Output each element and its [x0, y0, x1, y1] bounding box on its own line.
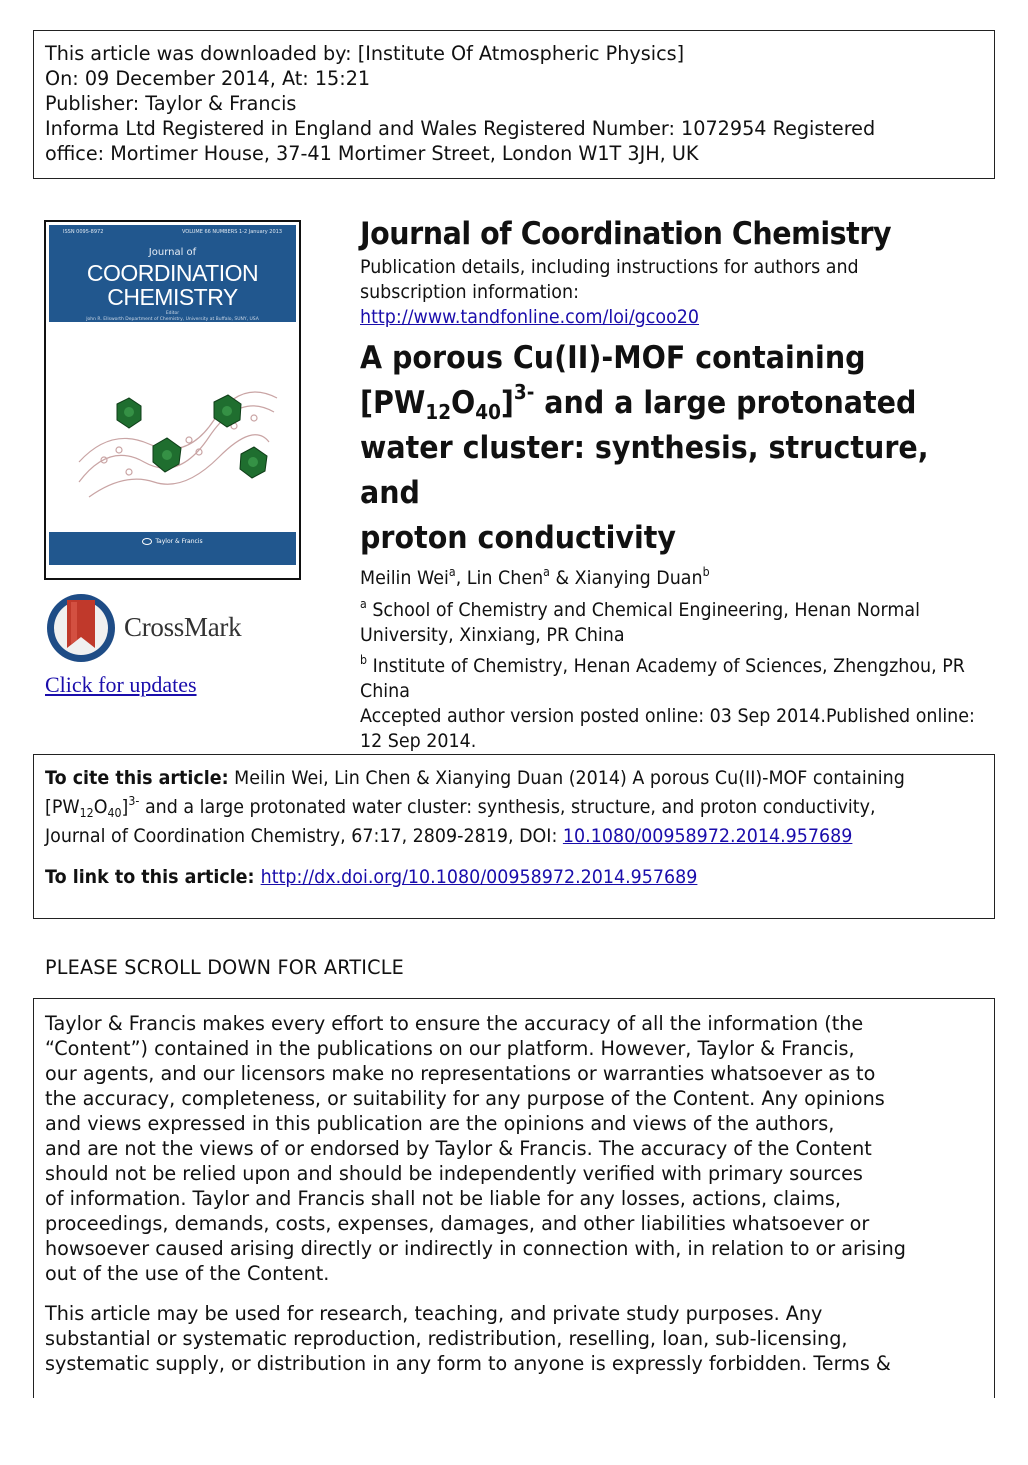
- molecular-structure-illustration: [49, 322, 300, 532]
- disclaimer-line: substantial or systematic reproduction, redistribution, reselling, loan, sub-licensing,: [45, 1327, 848, 1350]
- disclaimer-line: and are not the views of or endorsed by Taylor & Francis. The accuracy of the Content: [45, 1137, 872, 1160]
- cover-issn: ISSN 0095-8972: [63, 229, 104, 235]
- crossmark-icon: [44, 590, 120, 666]
- crossmark-badge[interactable]: [44, 590, 264, 670]
- click-for-updates-link[interactable]: Click for updates: [45, 672, 197, 697]
- article-info: [360, 213, 990, 754]
- cite-formula-subscript: 12: [79, 806, 94, 820]
- cite-formula-pw: [PW: [45, 796, 80, 818]
- formula-subscript: 12: [425, 400, 452, 424]
- formula-charge: 3-: [513, 380, 535, 404]
- download-notice-line: This article was downloaded by: [Institute Of Atmospheric Physics]: [45, 42, 685, 65]
- formula-pw: [PW: [360, 385, 426, 421]
- affiliation-mark: b: [360, 653, 368, 667]
- download-notice-line: Informa Ltd Registered in England and Wales Registered Number: 1072954 Registered: [45, 117, 876, 140]
- link-to-article: [45, 863, 983, 892]
- disclaimer-line: out of the use of the Content.: [45, 1262, 330, 1285]
- disclaimer-line: of information. Taylor and Francis shall not be liable for any losses, actions, claims,: [45, 1187, 841, 1210]
- article-title: [360, 336, 995, 561]
- cite-text: Meilin Wei, Lin Chen & Xianying Duan (2014) A porous Cu(II)-MOF containing: [228, 767, 905, 789]
- cover-header: [49, 229, 296, 235]
- download-notice-line: office: Mortimer House, 37-41 Mortimer Street, London W1T 3JH, UK: [45, 142, 699, 165]
- publisher-logo-icon: [142, 538, 152, 545]
- download-notice-line: Publisher: Taylor & Francis: [45, 92, 297, 115]
- cover-journal-of: Journal of: [148, 247, 197, 258]
- author-affiliation-mark: b: [702, 565, 710, 579]
- disclaimer-text: [45, 1011, 983, 1376]
- cite-text: and a large protonated water cluster: synthesis, structure, and proton conductivity,: [139, 796, 876, 818]
- disclaimer-line: Taylor & Francis makes every effort to ensure the accuracy of all the information (the: [45, 1012, 864, 1035]
- cite-formula-charge: 3-: [128, 794, 140, 808]
- affiliation-a: [360, 598, 995, 648]
- cite-formula-subscript: 40: [107, 806, 122, 820]
- doi-link[interactable]: 10.1080/00958972.2014.957689: [562, 825, 853, 847]
- disclaimer-line: howsoever caused arising directly or indirectly in connection with, in relation to or arising: [45, 1237, 906, 1260]
- journal-url-link[interactable]: http://www.tandfonline.com/loi/gcoo20: [360, 306, 700, 328]
- crossmark-word: CrossMark: [124, 612, 242, 642]
- cover-publisher-name: Taylor & Francis: [155, 538, 203, 545]
- disclaimer-line: “Content”) contained in the publications on our platform. However, Taylor & Francis,: [45, 1037, 855, 1060]
- disclaimer-paragraph: [45, 1011, 983, 1286]
- author-name: Meilin Wei: [360, 567, 449, 589]
- article-title-line: [360, 381, 995, 426]
- author-affiliation-mark: a: [448, 565, 456, 579]
- journal-title: Journal of Coordination Chemistry: [360, 216, 892, 252]
- publication-details: [360, 255, 940, 330]
- disclaimer-line: should not be relied upon and should be independently verified with primary sources: [45, 1162, 863, 1185]
- authors: [360, 565, 995, 592]
- author-name: & Xianying Duan: [549, 567, 703, 589]
- formula-subscript: 40: [475, 400, 501, 424]
- cover-title: [49, 261, 296, 309]
- article-doi-url-link[interactable]: http://dx.doi.org/10.1080/00958972.2014.957689: [260, 866, 698, 888]
- formula-bracket: ]: [500, 385, 514, 421]
- article-title-line: water cluster: synthesis, structure, and: [360, 430, 929, 511]
- publication-details-line: Publication details, including instructions for authors and: [360, 256, 859, 278]
- disclaimer-line: and views expressed in this publication are the opinions and views of the authors,: [45, 1112, 835, 1135]
- author-name: , Lin Chen: [455, 567, 544, 589]
- cover-title-line2: CHEMISTRY: [107, 284, 238, 310]
- cite-this-article: [45, 764, 983, 851]
- formula-o: O: [451, 385, 476, 421]
- cite-formula-o: O: [93, 796, 108, 818]
- disclaimer-box: [33, 998, 995, 1398]
- article-title-text: and a large protonated: [534, 385, 917, 421]
- article-title-line: A porous Cu(II)-MOF containing: [360, 340, 866, 376]
- cover-volume: VOLUME 66 NUMBERS 1-2 January 2013: [181, 229, 282, 235]
- cite-text: Journal of Coordination Chemistry, 67:17, 2809-2819, DOI:: [45, 825, 563, 847]
- citation-box: [33, 754, 995, 919]
- disclaimer-line: proceedings, demands, costs, expenses, damages, and other liabilities whatsoever or: [45, 1212, 870, 1235]
- download-notice-line: On: 09 December 2014, At: 15:21: [45, 67, 371, 90]
- cover-editor-label: Editor: [165, 311, 180, 316]
- disclaimer-paragraph: [45, 1301, 983, 1376]
- journal-cover-image: [44, 220, 301, 580]
- scroll-notice: PLEASE SCROLL DOWN FOR ARTICLE: [45, 956, 404, 979]
- affiliation-mark: a: [360, 597, 367, 611]
- posted-dates: Accepted author version posted online: 03 Sep 2014.Published online: 12 Sep 2014.: [360, 705, 975, 752]
- cover-editor-name: John R. Ellsworth Department of Chemistry, University at Buffalo, SUNY, USA: [86, 317, 259, 322]
- cover-illustration: [49, 322, 296, 532]
- disclaimer-line: systematic supply, or distribution in any form to anyone is expressly forbidden. Terms &: [45, 1352, 891, 1375]
- disclaimer-line: our agents, and our licensors make no representations or warranties whatsoever as to: [45, 1062, 876, 1085]
- cite-formula-bracket: ]: [121, 796, 129, 818]
- cite-label: To cite this article:: [45, 767, 229, 789]
- cover-title-line1: COORDINATION: [86, 260, 259, 286]
- publication-details-line: subscription information:: [360, 281, 579, 303]
- affiliation-text: School of Chemistry and Chemical Engineering, Henan Normal University, Xinxiang, PR China: [360, 599, 920, 646]
- disclaimer-line: the accuracy, completeness, or suitability for any purpose of the Content. Any opinions: [45, 1087, 885, 1110]
- cover-publisher: [49, 538, 296, 545]
- disclaimer-line: This article may be used for research, teaching, and private study purposes. Any: [45, 1302, 823, 1325]
- affiliation-text: Institute of Chemistry, Henan Academy of Sciences, Zhengzhou, PR China: [360, 655, 965, 702]
- link-label: To link to this article:: [45, 866, 261, 888]
- author-affiliation-mark: a: [543, 565, 550, 579]
- download-notice: [33, 30, 995, 179]
- article-title-line: proton conductivity: [360, 520, 676, 556]
- affiliation-b: [360, 654, 995, 754]
